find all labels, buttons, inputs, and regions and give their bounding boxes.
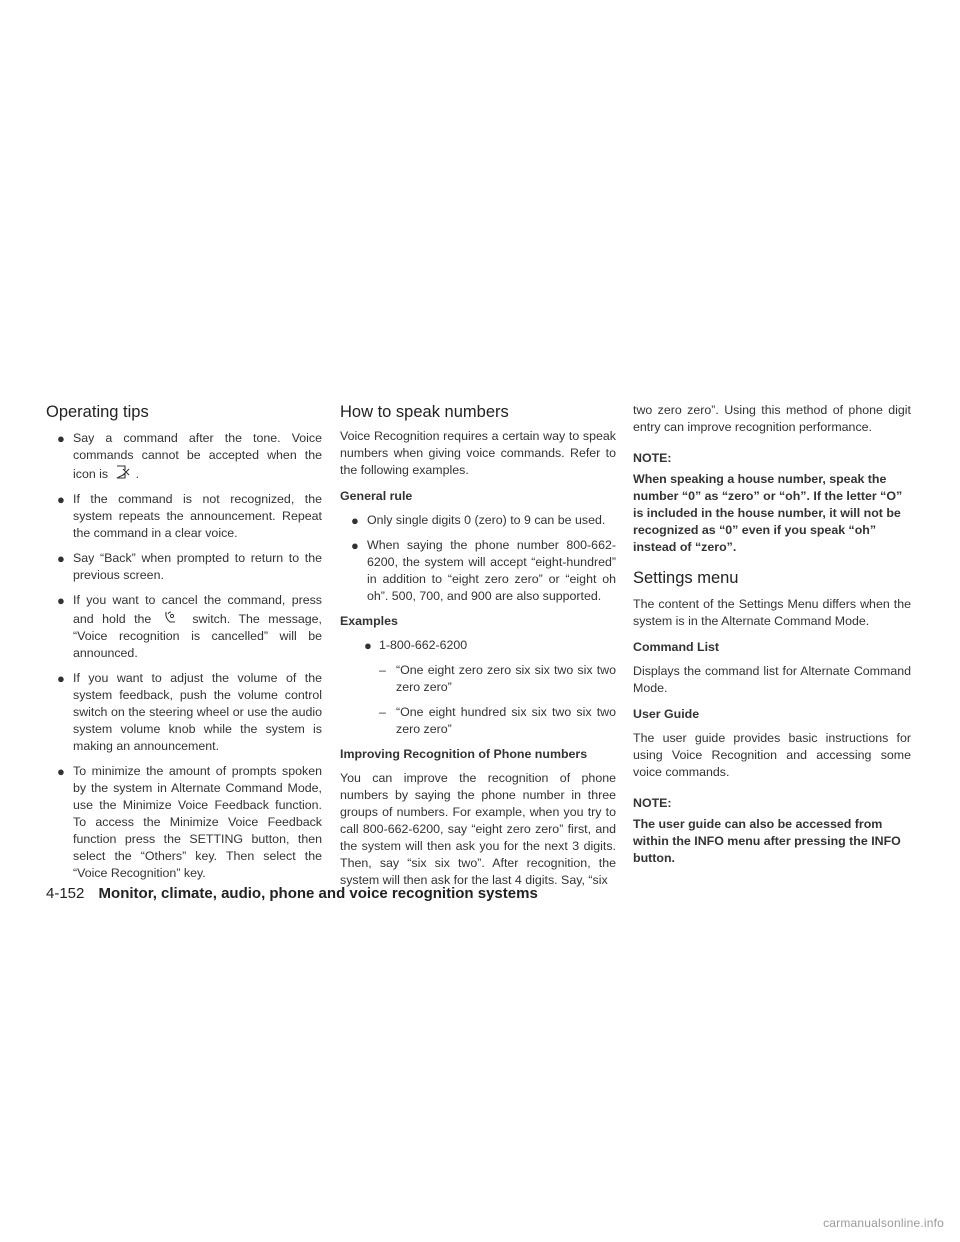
- general-rule-list: [340, 512, 616, 605]
- watermark: carmanualsonline.info: [823, 1216, 944, 1230]
- settings-intro: The content of the Settings Menu differs when the system is in the Alternate Command Mode.: [633, 597, 911, 628]
- command-list-text: Displays the command list for Alternate Command Mode.: [633, 664, 911, 695]
- list-item: ● Say “Back” when prompted to return to the previous screen.: [57, 551, 322, 582]
- dash-icon: –: [379, 705, 386, 719]
- example-phrases: [379, 662, 616, 738]
- section-heading-speak-numbers: How to speak numbers: [340, 403, 509, 421]
- list-item: ● 1-800-662-6200: [364, 638, 468, 653]
- subheading-user-guide: User Guide: [633, 707, 700, 721]
- list-item: ● When saying the phone number 800-662-6200, the system will accept “eight-hundred” in addition to “eight zero zero” or “eight oh oh”. 500, 700, and 900 are also supported.: [351, 538, 616, 603]
- column-settings: [633, 402, 911, 876]
- bullet-icon: ●: [351, 538, 359, 553]
- list-item: ● If the command is not recognized, the system repeats the announcement. Repeat the command in a clear voice.: [57, 492, 322, 540]
- list-item: ● If you want to cancel the command, press and hold the switch. The message, “Voice recognition is cancelled” will be announced.: [57, 593, 322, 660]
- page-footer: [46, 884, 538, 904]
- list-item: – “One eight zero zero six six two six two zero zero”: [379, 663, 616, 694]
- bullet-icon: ●: [57, 551, 65, 566]
- user-guide-text: The user guide provides basic instructions for using Voice Recognition and accessing some voice commands.: [633, 731, 911, 779]
- intro-paragraph: Voice Recognition requires a certain way to speak numbers when giving voice commands. Refer to the following examples.: [340, 429, 616, 477]
- mic-off-icon: [114, 464, 132, 478]
- list-item: ● To minimize the amount of prompts spoken by the system in Alternate Command Mode, use the Minimize Voice Feedback function. To access the Minimize Voice Feedback function press the SETTING button, then select the “Others” key. Then select the “Voice Recognition” key.: [57, 764, 322, 880]
- bullet-icon: ●: [57, 492, 65, 507]
- section-heading-operating-tips: Operating tips: [46, 403, 149, 421]
- bullet-icon: ●: [57, 764, 65, 779]
- bullet-icon: ●: [57, 671, 65, 686]
- bullet-icon: ●: [351, 513, 359, 528]
- continued-paragraph: two zero zero”. Using this method of phone digit entry can improve recognition performance.: [633, 403, 911, 434]
- bullet-icon: ●: [364, 638, 372, 653]
- improving-paragraph: You can improve the recognition of phone numbers by saying the phone number in three groups of numbers. For example, when you try to call 800-662-6200, say “eight zero zero” first, and the system will then ask you for the next 3 digits. Then, say “six six two”. After recognition, the system will then ask for the last 4 digits. Say, “six: [340, 771, 616, 887]
- column-speak-numbers: [340, 402, 616, 898]
- subheading-general-rule: General rule: [340, 489, 413, 503]
- page-number: 4-152: [46, 885, 85, 902]
- subheading-improving-recognition: Improving Recognition of Phone numbers: [340, 747, 588, 761]
- subheading-examples: Examples: [340, 614, 398, 628]
- section-heading-settings-menu: Settings menu: [633, 569, 739, 587]
- dash-icon: –: [379, 663, 386, 677]
- list-item: ● If you want to adjust the volume of the system feedback, push the volume control switch on the steering wheel or use the audio system volume knob while the system is making an announcement.: [57, 671, 322, 753]
- subheading-command-list: Command List: [633, 640, 720, 654]
- operating-tips-list: [46, 430, 322, 882]
- examples-list: [340, 637, 616, 654]
- note-body: When speaking a house number, speak the number “0” as “zero” or “oh”. If the letter “O” is included in the house number, it will not be recognized as “0” even if you speak “oh” instead of “zero”.: [633, 472, 903, 554]
- list-item: ● Only single digits 0 (zero) to 9 can be used.: [351, 513, 606, 528]
- column-operating-tips: [46, 402, 322, 890]
- bullet-icon: ●: [57, 593, 65, 608]
- list-item: ● Say a command after the tone. Voice commands cannot be accepted when the icon is .: [57, 431, 322, 481]
- note-body: The user guide can also be accessed from within the INFO menu after pressing the INFO button.: [633, 817, 901, 865]
- talk-switch-icon: [162, 609, 180, 623]
- bullet-icon: ●: [57, 431, 65, 446]
- note-heading: NOTE:: [633, 796, 672, 810]
- note-heading: NOTE:: [633, 451, 672, 465]
- list-item: – “One eight hundred six six two six two zero zero”: [379, 705, 616, 736]
- chapter-title: Monitor, climate, audio, phone and voice recognition systems: [98, 885, 538, 902]
